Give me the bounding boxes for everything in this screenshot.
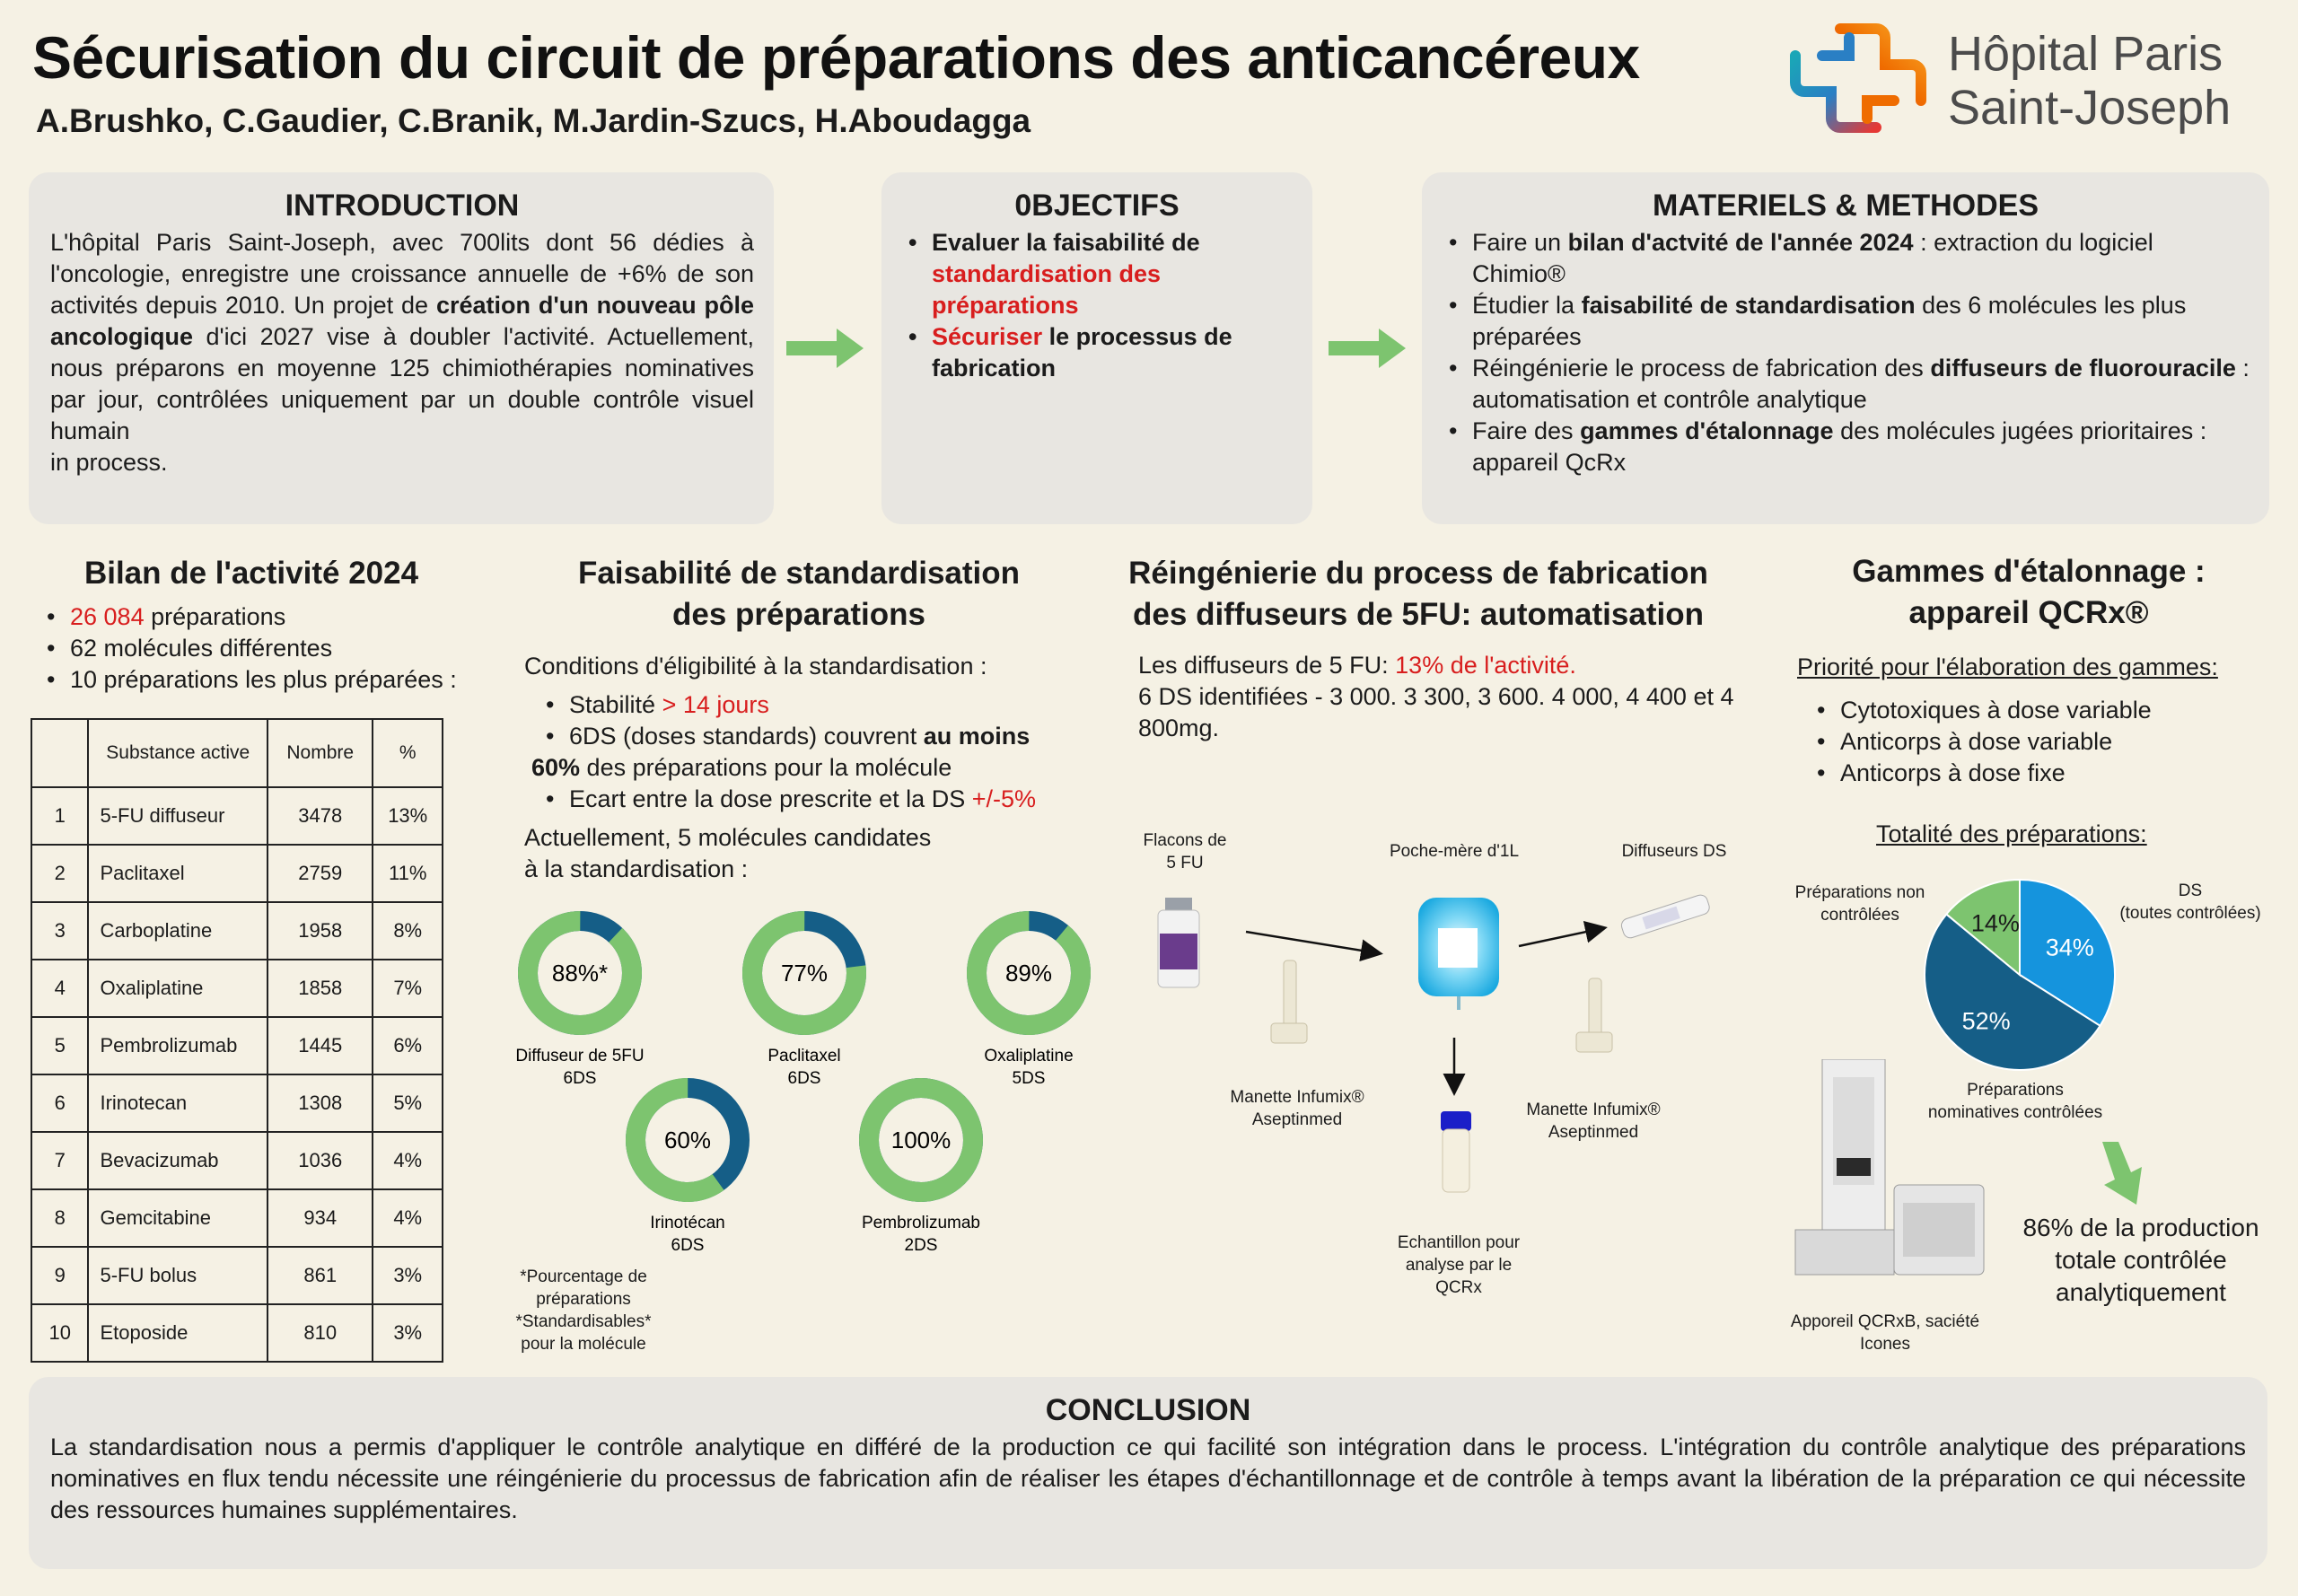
- arrow-right-icon: [786, 329, 864, 368]
- count-cell: 1858: [268, 960, 373, 1017]
- percent-cell: 4%: [373, 1132, 443, 1189]
- pie-label-line: contrôlées: [1820, 906, 1899, 925]
- pie-value-label: 52%: [1961, 1007, 2011, 1035]
- flow-arrow: [1519, 928, 1603, 946]
- gammes-title-line: Gammes d'étalonnage :: [1852, 554, 2206, 589]
- donut-category-label: Paclitaxel: [767, 1047, 841, 1065]
- objectifs-title: 0BJECTIFS: [1014, 189, 1180, 223]
- donut-chart: [615, 1067, 760, 1255]
- table-header-cell: Substance active: [88, 719, 268, 787]
- rank-cell: 3: [31, 902, 88, 960]
- rank-cell: 5: [31, 1017, 88, 1074]
- methode-bold: diffuseurs de fluorouracile: [1930, 355, 2236, 381]
- gammes-priorite: Priorité pour l'élaboration des gammes:: [1797, 653, 2218, 680]
- pie-label-ds: [2101, 880, 2280, 925]
- percent-cell: 13%: [373, 787, 443, 845]
- pie-title: Totalité des préparations:: [1876, 820, 2147, 847]
- criteria-item: [539, 721, 1095, 752]
- donut-chart: [506, 899, 653, 1088]
- objectif-text: Evaluer la faisabilité de: [932, 229, 1200, 256]
- rank-cell: 1: [31, 787, 88, 845]
- criteria-highlight: > 14 jours: [662, 691, 769, 718]
- production-line: totale contrôlée: [2055, 1246, 2227, 1274]
- criteria-text: 6DS (doses standards) couvrent: [569, 723, 924, 750]
- standard-title-line: Faisabilité de standardisation: [577, 556, 1021, 591]
- gammes-item: • Cytotoxiques à dose variable: [1810, 695, 2259, 726]
- donut-value-label: 60%: [663, 1127, 712, 1153]
- donut-category-label: 6DS: [563, 1069, 597, 1088]
- table-header-cell: Nombre: [268, 719, 373, 787]
- percent-cell: 8%: [373, 902, 443, 960]
- count-cell: 934: [268, 1189, 373, 1247]
- donut-category-label: Pembrolizumab: [862, 1214, 980, 1232]
- count-cell: 810: [268, 1304, 373, 1362]
- vial-icon: [1158, 898, 1199, 987]
- methode-text: Réingénierie le process de fabrication des: [1472, 355, 1931, 381]
- authors: A.Brushko, C.Gaudier, C.Branik, M.Jardin-Szucs, H.Aboudagga: [36, 102, 1031, 139]
- appareil-line: Apporeil QCRxB, saciété: [1790, 1312, 1980, 1331]
- standard-criteria-3: [539, 784, 1095, 815]
- conclusion-panel: [29, 1377, 2267, 1569]
- introduction-text-end: in process.: [50, 449, 168, 476]
- appareil-label: [1768, 1311, 2002, 1355]
- criteria-continuation: [531, 752, 952, 784]
- controls-pie-chart: [1921, 876, 2118, 1074]
- hospital-logo: [1786, 11, 2271, 145]
- percent-cell: 3%: [373, 1247, 443, 1304]
- table-header-row: [31, 719, 443, 787]
- table-header-cell: %: [373, 719, 443, 787]
- manette-label: Manette Infumix® Aseptinmed: [1526, 1101, 1661, 1142]
- donut-chart: [862, 1088, 980, 1255]
- conclusion-title: CONCLUSION: [1045, 1393, 1251, 1427]
- production-line: analytiquement: [2056, 1278, 2226, 1306]
- substance-cell: Paclitaxel: [88, 845, 268, 902]
- donut-value-label: 77%: [780, 960, 829, 987]
- objectifs-list: [901, 227, 1293, 384]
- reing-ds-list: 6 DS identifiées - 3 000. 3 300, 3 600. 4 000, 4 400 et 4 800mg.: [1138, 683, 1734, 741]
- objectif-highlight: Sécuriser: [932, 323, 1043, 350]
- count-cell: 1445: [268, 1017, 373, 1074]
- sample-tube-icon: [1441, 1111, 1471, 1192]
- criteria-text: Stabilité: [569, 691, 662, 718]
- pie-label-line: nominatives contrôlées: [1927, 1103, 2103, 1122]
- gammes-title: [1759, 551, 2298, 634]
- arrow-down-icon: [2095, 1142, 2145, 1205]
- methode-item: [1442, 290, 2250, 353]
- top10-table: [31, 718, 443, 1363]
- substance-cell: Etoposide: [88, 1304, 268, 1362]
- table-row: [31, 1017, 443, 1074]
- count-cell: 2759: [268, 845, 373, 902]
- rank-cell: 7: [31, 1132, 88, 1189]
- flow-arrow: [1246, 932, 1379, 953]
- echantillon-label: Echantillon pour analyse par le QCRx: [1397, 1233, 1521, 1297]
- criteria-item: [539, 689, 1095, 721]
- methode-item: [1442, 353, 2250, 416]
- standardisation-donut-charts: [503, 898, 1113, 1257]
- introduction-text: [50, 227, 754, 447]
- rank-cell: 8: [31, 1189, 88, 1247]
- methode-item: [1442, 416, 2250, 478]
- donut-category-label: 6DS: [671, 1236, 705, 1255]
- standard-title-line: des préparations: [671, 597, 926, 632]
- substance-cell: Irinotecan: [88, 1074, 268, 1132]
- diffuser-icon: [1619, 893, 1711, 940]
- appareil-line: Icones: [1860, 1335, 1910, 1354]
- production-text: [2002, 1212, 2280, 1309]
- donut-category-label: 2DS: [904, 1236, 938, 1255]
- qcrx-device-icon: [1786, 1059, 1993, 1302]
- methode-bold: bilan d'actvité de l'année 2024: [1567, 229, 1914, 256]
- diffuseurs-label: Diffuseurs DS: [1621, 842, 1727, 861]
- objectif-item: [901, 321, 1293, 384]
- logo-line2: Saint-Joseph: [1948, 81, 2232, 135]
- percent-cell: 11%: [373, 845, 443, 902]
- gammes-title-line: appareil QCRx®: [1908, 595, 2149, 630]
- introduction-panel: [29, 172, 774, 524]
- pie-value-label: 34%: [2045, 934, 2094, 961]
- table-row: [31, 1132, 443, 1189]
- table-row: [31, 787, 443, 845]
- substance-cell: Pembrolizumab: [88, 1017, 268, 1074]
- bilan-text: préparations: [144, 603, 286, 630]
- table-row: [31, 845, 443, 902]
- pie-label-line: (toutes contrôlées): [2119, 904, 2261, 923]
- conclusion-text: La standardisation nous a permis d'appliquer le contrôle analytique en différé de la production ce qui facilité son intégration dans le process. L'intégration du contrôle analytique des préparations nominatives en flux tendu nécessite une réingénierie du processus de fabrication afin de réaliser les étapes d'échantillonnage et de contrôle à temps avant la libération de la préparation ce qui nécessite des ressources humaines supplémentaires.: [50, 1434, 2246, 1523]
- rank-cell: 4: [31, 960, 88, 1017]
- table-body: [31, 787, 443, 1362]
- poche-label: Poche-mère d'1L: [1389, 842, 1520, 861]
- percent-cell: 7%: [373, 960, 443, 1017]
- infusion-bag-icon: [1418, 898, 1499, 1010]
- methode-text: Faire un: [1472, 229, 1568, 256]
- table-header-cell: [31, 719, 88, 787]
- table-row: [31, 1189, 443, 1247]
- candidates-text: [524, 822, 931, 885]
- pie-value-label: 14%: [1970, 909, 2020, 937]
- standard-title: [512, 553, 1086, 636]
- introduction-title: INTRODUCTION: [285, 189, 520, 223]
- methode-text: des 6 molécules les plus préparées: [1472, 292, 2187, 350]
- substance-cell: 5-FU diffuseur: [88, 787, 268, 845]
- manette-icon: [1271, 960, 1307, 1043]
- methode-bold: faisabilité de standardisation: [1581, 292, 1916, 319]
- objectif-item: [901, 227, 1293, 321]
- objectif-highlight: standardisation des préparations: [932, 260, 1162, 319]
- reing-text: [1138, 650, 1749, 744]
- bilan-item: • 10 préparations les plus préparées :: [39, 664, 506, 696]
- criteria-highlight: +/-5%: [971, 785, 1037, 812]
- percent-cell: 4%: [373, 1189, 443, 1247]
- count-cell: 861: [268, 1247, 373, 1304]
- rank-cell: 9: [31, 1247, 88, 1304]
- intro-text-part: d'ici 2027 vise à doubler l'activité. Actuellement, nous préparons en moyenne 125 chimiothérapies nominatives par jour, contrôlées uniquement par un double contrôle visuel humain: [50, 323, 754, 444]
- rank-cell: 6: [31, 1074, 88, 1132]
- methode-item: [1442, 227, 2250, 290]
- footnote: *Pourcentage de préparations *Standardisables* pour la molécule: [515, 1267, 652, 1354]
- standard-conditions: Conditions d'éligibilité à la standardisation :: [524, 653, 987, 680]
- gammes-item: • Anticorps à dose fixe: [1810, 758, 2259, 789]
- donut-value-label: 88%*: [551, 960, 609, 987]
- count-cell: 1308: [268, 1074, 373, 1132]
- criteria-text: Ecart entre la dose prescrite et la DS: [569, 785, 972, 812]
- methodes-title: MATERIELS & METHODES: [1652, 189, 2039, 223]
- rank-cell: 10: [31, 1304, 88, 1362]
- methode-text: des molécules jugées prioritaires : appareil QcRx: [1472, 417, 2207, 476]
- methode-text: Faire des: [1472, 417, 1581, 444]
- bilan-item: [39, 601, 506, 633]
- cross-logo-icon: [1786, 11, 1930, 145]
- criteria-bold: au moins: [923, 723, 1031, 750]
- bilan-list: [39, 601, 506, 696]
- substance-cell: Gemcitabine: [88, 1189, 268, 1247]
- methode-bold: gammes d'étalonnage: [1580, 417, 1834, 444]
- count-cell: 1958: [268, 902, 373, 960]
- donut-category-label: Diffuseur de 5FU: [515, 1047, 645, 1065]
- poster-title: Sécurisation du circuit de préparations des anticancéreux: [32, 24, 1640, 91]
- reing-highlight: 13% de l'activité.: [1395, 652, 1576, 679]
- candidates-line: à la standardisation :: [524, 855, 749, 882]
- methode-text: : automatisation et contrôle analytique: [1472, 355, 2250, 413]
- donut-category-label: 5DS: [1012, 1069, 1046, 1088]
- donut-category-label: 6DS: [787, 1069, 821, 1088]
- candidates-line: Actuellement, 5 molécules candidates: [524, 824, 932, 851]
- gammes-item: • Anticorps à dose variable: [1810, 726, 2259, 758]
- methodes-panel: [1422, 172, 2269, 524]
- pie-label-non-controlees: [1770, 881, 1950, 926]
- gammes-list: [1810, 695, 2259, 789]
- table-row: [31, 1304, 443, 1362]
- substance-cell: Oxaliplatine: [88, 960, 268, 1017]
- donut-value-label: 100%: [890, 1127, 952, 1153]
- production-line: 86% de la production: [2022, 1214, 2259, 1241]
- donut-category-label: Irinotécan: [650, 1214, 725, 1232]
- intro-text-part: L'hôpital Paris Saint-Joseph, avec 700lits dont 56 dédies à l'oncologie, enregistre une croissance annuelle de +6% de son activités depuis 2010. Un projet de: [50, 229, 754, 319]
- reing-title-line: des diffuseurs de 5FU: automatisation: [1133, 597, 1704, 632]
- donut-chart: [955, 899, 1101, 1088]
- pie-label-line: Préparations: [1967, 1081, 2064, 1100]
- flacons-label: Flacons de 5 FU: [1143, 831, 1227, 873]
- table-row: [31, 1074, 443, 1132]
- methodes-list: [1442, 227, 2250, 478]
- reing-title: [1122, 553, 1715, 636]
- standard-criteria: [539, 689, 1095, 752]
- bilan-count: 26 084: [70, 603, 145, 630]
- substance-cell: 5-FU bolus: [88, 1247, 268, 1304]
- donut-category-label: Oxaliplatine: [984, 1047, 1074, 1065]
- donut-chart: [746, 915, 863, 1088]
- arrow-right-icon: [1329, 329, 1406, 368]
- percent-cell: 6%: [373, 1017, 443, 1074]
- count-cell: 1036: [268, 1132, 373, 1189]
- manette-icon: [1576, 978, 1612, 1052]
- criteria-bold: 60%: [531, 754, 581, 781]
- pie-label-line: DS: [2178, 881, 2203, 900]
- substance-cell: Carboplatine: [88, 902, 268, 960]
- manette-label: Manette Infumix® Aseptinmed: [1230, 1088, 1364, 1129]
- reing-title-line: Réingénierie du process de fabrication: [1128, 556, 1708, 591]
- methode-text: : extraction du logiciel Chimio®: [1472, 229, 2153, 287]
- rank-cell: 2: [31, 845, 88, 902]
- bilan-item: • 62 molécules différentes: [39, 633, 506, 664]
- count-cell: 3478: [268, 787, 373, 845]
- reing-text-part: Les diffuseurs de 5 FU:: [1138, 652, 1396, 679]
- percent-cell: 5%: [373, 1074, 443, 1132]
- donut-value-label: 89%: [1004, 960, 1053, 987]
- substance-cell: Bevacizumab: [88, 1132, 268, 1189]
- criteria-text: des préparations pour la molécule: [580, 754, 952, 781]
- objectifs-panel: [881, 172, 1312, 524]
- logo-line1: Hôpital Paris: [1948, 27, 2223, 81]
- objectif-text: le processus de fabrication: [932, 323, 1232, 381]
- table-row: [31, 1247, 443, 1304]
- methode-text: Étudier la: [1472, 292, 1582, 319]
- criteria-item: [539, 784, 1095, 815]
- table-row: [31, 960, 443, 1017]
- pie-label-line: Préparations non: [1794, 883, 1925, 902]
- table-row: [31, 902, 443, 960]
- bilan-title: Bilan de l'activité 2024: [83, 556, 419, 591]
- intro-bold-part: création d'un nouveau pôle ancologique: [50, 292, 754, 350]
- percent-cell: 3%: [373, 1304, 443, 1362]
